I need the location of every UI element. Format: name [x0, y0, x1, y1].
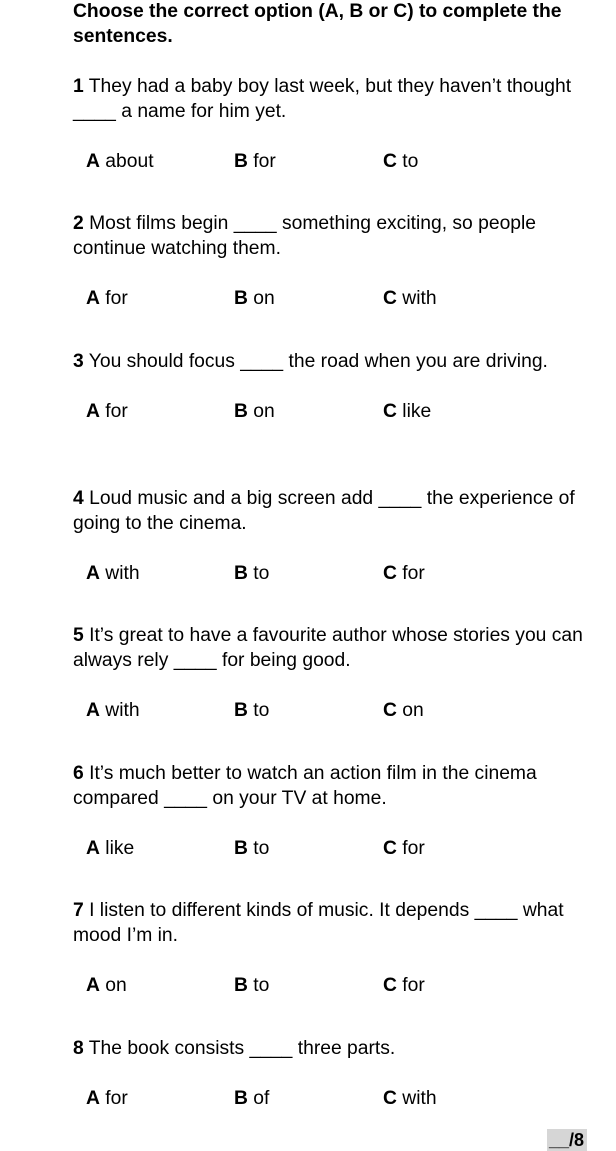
answer-options	[73, 399, 593, 425]
option-c[interactable]	[383, 286, 437, 312]
option-text: for	[402, 975, 425, 996]
option-b[interactable]	[234, 149, 276, 175]
question-text: They had a baby boy last week, but they haven’t thought ____ a name for him yet.	[73, 76, 572, 122]
question-number: 6	[73, 763, 84, 784]
option-letter: A	[86, 401, 100, 422]
option-text: on	[402, 700, 424, 721]
question-5	[73, 623, 593, 724]
question-text: Loud music and a big screen add ____ the experience of going to the cinema.	[73, 488, 575, 534]
question-stem	[73, 1036, 593, 1061]
question-text: It’s much better to watch an action film in the cinema compared ____ on your TV at home.	[73, 763, 537, 809]
option-a[interactable]	[86, 973, 127, 999]
option-b[interactable]	[234, 561, 269, 587]
option-letter: A	[86, 1088, 100, 1109]
option-text: on	[253, 288, 275, 309]
question-8	[73, 1036, 593, 1112]
option-text: to	[402, 151, 419, 172]
question-number: 8	[73, 1038, 84, 1059]
option-letter: C	[383, 151, 397, 172]
option-text: with	[105, 563, 140, 584]
option-letter: C	[383, 838, 397, 859]
option-b[interactable]	[234, 1086, 269, 1112]
option-b[interactable]	[234, 399, 275, 425]
question-stem	[73, 761, 593, 811]
option-letter: A	[86, 563, 100, 584]
answer-options	[73, 973, 593, 999]
option-letter: A	[86, 700, 100, 721]
question-4	[73, 486, 593, 587]
option-a[interactable]	[86, 286, 128, 312]
question-2	[73, 211, 593, 312]
option-text: to	[253, 563, 270, 584]
question-number: 2	[73, 213, 84, 234]
question-stem	[73, 349, 593, 374]
option-text: for	[105, 288, 128, 309]
option-text: of	[253, 1088, 270, 1109]
option-text: to	[253, 975, 270, 996]
option-text: for	[402, 838, 425, 859]
option-text: like	[105, 838, 135, 859]
question-1	[73, 74, 593, 175]
option-text: with	[105, 700, 140, 721]
question-number: 5	[73, 625, 84, 646]
option-text: like	[402, 401, 432, 422]
option-letter: B	[234, 288, 248, 309]
question-text: The book consists ____ three parts.	[88, 1038, 396, 1059]
option-letter: B	[234, 151, 248, 172]
option-b[interactable]	[234, 286, 275, 312]
option-c[interactable]	[383, 399, 431, 425]
option-letter: C	[383, 975, 397, 996]
answer-options	[73, 698, 593, 724]
option-a[interactable]	[86, 698, 140, 724]
option-a[interactable]	[86, 149, 154, 175]
option-c[interactable]	[383, 973, 425, 999]
question-text: Most films begin ____ something exciting, so people continue watching them.	[73, 213, 537, 259]
answer-options	[73, 836, 593, 862]
answer-options	[73, 1086, 593, 1112]
option-letter: C	[383, 563, 397, 584]
option-c[interactable]	[383, 836, 425, 862]
option-b[interactable]	[234, 973, 269, 999]
option-text: about	[105, 151, 154, 172]
option-letter: B	[234, 838, 248, 859]
option-text: with	[402, 1088, 437, 1109]
question-number: 7	[73, 900, 84, 921]
option-letter: B	[234, 975, 248, 996]
option-c[interactable]	[383, 1086, 437, 1112]
question-number: 4	[73, 488, 84, 509]
question-number: 1	[73, 76, 84, 97]
option-text: for	[105, 1088, 128, 1109]
question-stem	[73, 898, 593, 948]
option-a[interactable]	[86, 399, 128, 425]
option-letter: C	[383, 1088, 397, 1109]
option-text: on	[253, 401, 275, 422]
instructions-heading: Choose the correct option (A, B or C) to complete the sentences.	[73, 1, 562, 47]
question-stem	[73, 74, 593, 124]
option-letter: B	[234, 401, 248, 422]
option-text: to	[253, 700, 270, 721]
option-letter: A	[86, 975, 100, 996]
option-letter: B	[234, 700, 248, 721]
option-text: for	[402, 563, 425, 584]
option-letter: C	[383, 700, 397, 721]
answer-options	[73, 561, 593, 587]
option-letter: C	[383, 401, 397, 422]
option-letter: B	[234, 1088, 248, 1109]
question-number: 3	[73, 351, 84, 372]
option-a[interactable]	[86, 836, 134, 862]
option-c[interactable]	[383, 561, 425, 587]
question-text: You should focus ____ the road when you are driving.	[88, 351, 548, 372]
option-letter: B	[234, 563, 248, 584]
option-letter: A	[86, 288, 100, 309]
question-6	[73, 761, 593, 862]
option-letter: C	[383, 288, 397, 309]
option-letter: A	[86, 151, 100, 172]
answer-options	[73, 149, 593, 175]
option-text: for	[253, 151, 276, 172]
option-text: for	[105, 401, 128, 422]
question-text: I listen to different kinds of music. It depends ____ what mood I’m in.	[73, 900, 564, 946]
option-b[interactable]	[234, 698, 269, 724]
option-text: on	[105, 975, 127, 996]
question-stem	[73, 623, 593, 673]
option-text: with	[402, 288, 437, 309]
score-box: __/8	[547, 1129, 587, 1151]
option-a[interactable]	[86, 561, 140, 587]
option-c[interactable]	[383, 149, 418, 175]
answer-options	[73, 286, 593, 312]
option-b[interactable]	[234, 836, 269, 862]
question-stem	[73, 211, 593, 261]
option-text: to	[253, 838, 270, 859]
question-stem	[73, 486, 593, 536]
question-7	[73, 898, 593, 999]
option-c[interactable]	[383, 698, 424, 724]
option-a[interactable]	[86, 1086, 128, 1112]
question-3	[73, 349, 593, 425]
question-text: It’s great to have a favourite author whose stories you can always rely ____ for being good.	[73, 625, 583, 671]
option-letter: A	[86, 838, 100, 859]
